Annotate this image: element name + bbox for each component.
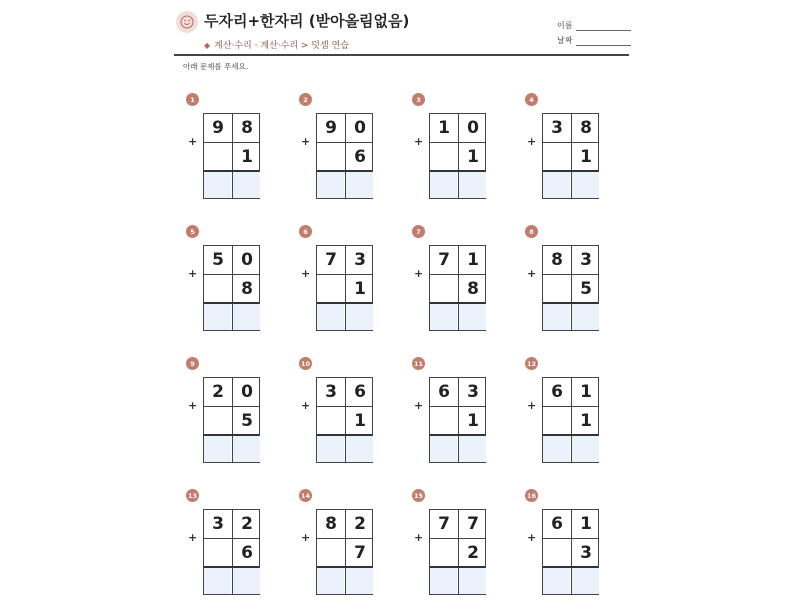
- addend-tens-digit: 9: [212, 118, 224, 138]
- plus-sign: +: [527, 531, 537, 544]
- addend-ones-digit: 3: [354, 250, 366, 270]
- second-addend-digit: 8: [241, 279, 253, 299]
- problem-number: 1: [186, 93, 199, 106]
- addend-ones-digit: 1: [580, 382, 592, 402]
- problem-number: 16: [525, 489, 538, 502]
- addend-tens-digit: 8: [551, 250, 563, 270]
- addend-tens-digit: 7: [438, 514, 450, 534]
- addition-grid: [542, 245, 599, 331]
- smiley-icon: [176, 11, 198, 33]
- answer-tens-cell[interactable]: [543, 568, 570, 594]
- addend-tens-digit: 9: [325, 118, 337, 138]
- problem-8: [525, 225, 620, 345]
- addition-grid: [203, 245, 260, 331]
- addend-ones-digit: 8: [580, 118, 592, 138]
- answer-ones-cell[interactable]: [233, 304, 260, 330]
- second-addend-digit: 1: [354, 279, 366, 299]
- second-addend-digit: 1: [580, 411, 592, 431]
- plus-sign: +: [188, 531, 198, 544]
- plus-sign: +: [414, 135, 424, 148]
- addend-tens-digit: 6: [551, 514, 563, 534]
- problem-number: 15: [412, 489, 425, 502]
- plus-sign: +: [414, 399, 424, 412]
- addend-ones-digit: 7: [467, 514, 479, 534]
- date-line[interactable]: [576, 37, 631, 46]
- answer-tens-cell[interactable]: [543, 436, 570, 462]
- problem-15: [412, 489, 507, 609]
- second-addend-digit: 6: [241, 543, 253, 563]
- problem-number: 2: [299, 93, 312, 106]
- problem-number: 7: [412, 225, 425, 238]
- diamond-icon: ◆: [204, 41, 211, 50]
- problem-14: [299, 489, 394, 609]
- plus-sign: +: [188, 399, 198, 412]
- problem-number: 3: [412, 93, 425, 106]
- addend-tens-digit: 6: [438, 382, 450, 402]
- addend-tens-digit: 8: [325, 514, 337, 534]
- addition-grid: [316, 245, 373, 331]
- second-addend-digit: 1: [467, 411, 479, 431]
- addend-ones-digit: 0: [467, 118, 479, 138]
- worksheet-header: [174, 8, 629, 54]
- addition-grid: [316, 509, 373, 595]
- second-addend-digit: 7: [354, 543, 366, 563]
- addition-grid: [542, 377, 599, 463]
- problem-9: [186, 357, 281, 477]
- plus-sign: +: [301, 135, 311, 148]
- breadcrumb: [204, 38, 349, 51]
- addend-ones-digit: 8: [241, 118, 253, 138]
- problem-1: [186, 93, 281, 213]
- addend-tens-digit: 7: [438, 250, 450, 270]
- plus-sign: +: [301, 399, 311, 412]
- problem-number: 9: [186, 357, 199, 370]
- answer-tens-cell[interactable]: [204, 436, 231, 462]
- problem-number: 11: [412, 357, 425, 370]
- plus-sign: +: [527, 135, 537, 148]
- problem-11: [412, 357, 507, 477]
- answer-tens-cell[interactable]: [317, 568, 344, 594]
- plus-sign: +: [527, 267, 537, 280]
- answer-tens-cell[interactable]: [317, 304, 344, 330]
- problem-12: [525, 357, 620, 477]
- problem-4: [525, 93, 620, 213]
- answer-tens-cell[interactable]: [317, 436, 344, 462]
- addend-tens-digit: 3: [325, 382, 337, 402]
- addend-ones-digit: 3: [580, 250, 592, 270]
- answer-ones-cell[interactable]: [346, 568, 373, 594]
- plus-sign: +: [414, 267, 424, 280]
- second-addend-digit: 2: [467, 543, 479, 563]
- answer-tens-cell[interactable]: [430, 304, 457, 330]
- addend-tens-digit: 1: [438, 118, 450, 138]
- problem-number: 4: [525, 93, 538, 106]
- addend-tens-digit: 7: [325, 250, 337, 270]
- addition-grid: [429, 245, 486, 331]
- answer-tens-cell[interactable]: [543, 172, 570, 198]
- addend-ones-digit: 0: [354, 118, 366, 138]
- problem-number: 12: [525, 357, 538, 370]
- answer-ones-cell[interactable]: [572, 568, 599, 594]
- addition-grid: [429, 509, 486, 595]
- addend-ones-digit: 0: [241, 382, 253, 402]
- answer-tens-cell[interactable]: [543, 304, 570, 330]
- addition-grid: [203, 113, 260, 199]
- addend-tens-digit: 5: [212, 250, 224, 270]
- answer-ones-cell[interactable]: [346, 304, 373, 330]
- addend-ones-digit: 3: [467, 382, 479, 402]
- answer-ones-cell[interactable]: [233, 436, 260, 462]
- addition-grid: [429, 377, 486, 463]
- addend-tens-digit: 6: [551, 382, 563, 402]
- second-addend-digit: 1: [354, 411, 366, 431]
- addend-ones-digit: 1: [580, 514, 592, 534]
- problem-number: 10: [299, 357, 312, 370]
- plus-sign: +: [188, 135, 198, 148]
- addition-grid: [429, 113, 486, 199]
- problem-number: 8: [525, 225, 538, 238]
- problem-7: [412, 225, 507, 345]
- plus-sign: +: [527, 399, 537, 412]
- problem-3: [412, 93, 507, 213]
- date-label: 날짜: [557, 36, 573, 45]
- addend-tens-digit: 3: [212, 514, 224, 534]
- breadcrumb-text: 계산·수리 · 계산·수리 > 덧셈 연습: [214, 41, 349, 51]
- problem-2: [299, 93, 394, 213]
- name-field[interactable]: [557, 20, 631, 31]
- answer-ones-cell[interactable]: [233, 568, 260, 594]
- second-addend-digit: 1: [241, 147, 253, 167]
- plus-sign: +: [301, 267, 311, 280]
- answer-ones-cell[interactable]: [346, 172, 373, 198]
- problem-number: 5: [186, 225, 199, 238]
- addition-grid: [542, 509, 599, 595]
- second-addend-digit: 1: [467, 147, 479, 167]
- addend-tens-digit: 3: [551, 118, 563, 138]
- answer-ones-cell[interactable]: [346, 436, 373, 462]
- plus-sign: +: [301, 531, 311, 544]
- answer-tens-cell[interactable]: [430, 436, 457, 462]
- addend-ones-digit: 6: [354, 382, 366, 402]
- addend-ones-digit: 1: [467, 250, 479, 270]
- problem-13: [186, 489, 281, 609]
- date-field[interactable]: [557, 35, 631, 46]
- answer-tens-cell[interactable]: [430, 172, 457, 198]
- answer-tens-cell[interactable]: [204, 568, 231, 594]
- answer-ones-cell[interactable]: [233, 172, 260, 198]
- second-addend-digit: 5: [241, 411, 253, 431]
- problem-5: [186, 225, 281, 345]
- name-line[interactable]: [576, 22, 631, 31]
- addend-tens-digit: 2: [212, 382, 224, 402]
- second-addend-digit: 1: [580, 147, 592, 167]
- second-addend-digit: 3: [580, 543, 592, 563]
- second-addend-digit: 8: [467, 279, 479, 299]
- addition-grid: [203, 509, 260, 595]
- header-divider: [174, 54, 629, 56]
- problem-number: 6: [299, 225, 312, 238]
- answer-tens-cell[interactable]: [204, 172, 231, 198]
- answer-ones-cell[interactable]: [459, 304, 486, 330]
- answer-tens-cell[interactable]: [204, 304, 231, 330]
- answer-ones-cell[interactable]: [572, 172, 599, 198]
- plus-sign: +: [414, 531, 424, 544]
- addend-ones-digit: 0: [241, 250, 253, 270]
- problem-number: 14: [299, 489, 312, 502]
- answer-ones-cell[interactable]: [459, 436, 486, 462]
- plus-sign: +: [188, 267, 198, 280]
- addend-ones-digit: 2: [354, 514, 366, 534]
- problem-10: [299, 357, 394, 477]
- addend-ones-digit: 2: [241, 514, 253, 534]
- second-addend-digit: 6: [354, 147, 366, 167]
- answer-ones-cell[interactable]: [572, 436, 599, 462]
- name-label: 이름: [557, 21, 573, 30]
- problem-number: 13: [186, 489, 199, 502]
- answer-tens-cell[interactable]: [317, 172, 344, 198]
- page-title: 두자리+한자리 (받아올림없음): [204, 12, 410, 30]
- answer-ones-cell[interactable]: [572, 304, 599, 330]
- second-addend-digit: 5: [580, 279, 592, 299]
- addition-grid: [316, 377, 373, 463]
- addition-grid: [203, 377, 260, 463]
- answer-ones-cell[interactable]: [459, 568, 486, 594]
- addition-grid: [542, 113, 599, 199]
- problem-16: [525, 489, 620, 609]
- problem-6: [299, 225, 394, 345]
- instructions: 아래 문제를 푸세요.: [183, 62, 249, 71]
- addition-grid: [316, 113, 373, 199]
- answer-tens-cell[interactable]: [430, 568, 457, 594]
- answer-ones-cell[interactable]: [459, 172, 486, 198]
